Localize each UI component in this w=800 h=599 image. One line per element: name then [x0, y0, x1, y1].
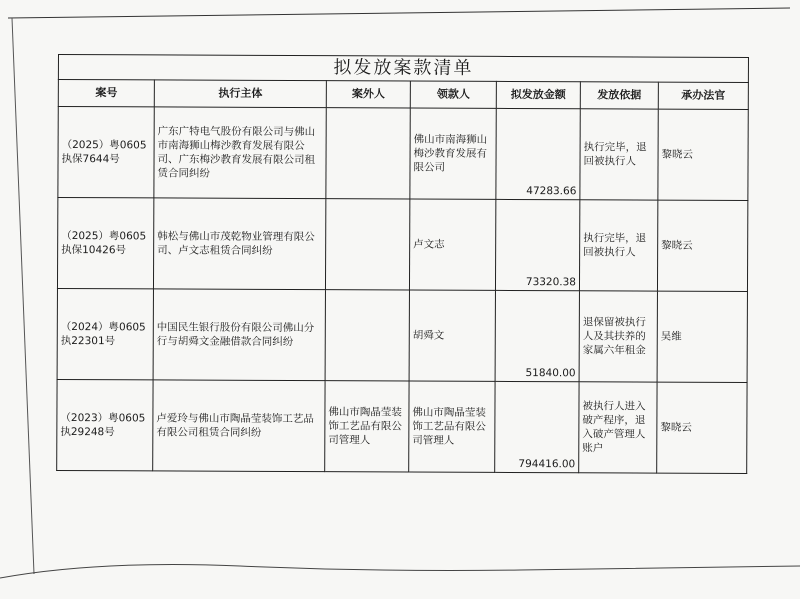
cell-amount: 794416.00	[495, 381, 579, 472]
cell-judge: 黎晓云	[658, 109, 748, 200]
table-row	[57, 288, 747, 382]
cell-case-no: （2023）粤0605执29248号	[57, 379, 153, 470]
cell-executor: 中国民生银行股份有限公司佛山分行与胡舜文金融借款合同纠纷	[153, 289, 325, 381]
cell-amount: 47283.66	[496, 108, 580, 199]
cell-case-no: （2025）粤0605执保10426号	[57, 198, 153, 289]
cell-judge: 黎晓云	[657, 382, 747, 473]
cell-outsider	[326, 108, 410, 199]
header-judge: 承办法官	[658, 82, 748, 109]
header-outsider: 案外人	[326, 81, 410, 108]
cell-payee: 佛山市陶晶莹装饰工艺品有限公司管理人	[409, 381, 495, 472]
header-executor: 执行主体	[154, 80, 326, 108]
header-basis: 发放依据	[580, 82, 658, 109]
table-header-row	[58, 80, 748, 110]
cell-amount: 73320.38	[495, 199, 579, 290]
cell-outsider	[325, 290, 409, 381]
cell-executor: 韩松与佛山市茂乾物业管理有限公司、卢文志租赁合同纠纷	[153, 198, 325, 290]
cell-case-no: （2025）粤0605执保7644号	[58, 107, 154, 198]
table-row	[57, 379, 747, 473]
header-amount: 拟发放金额	[496, 81, 580, 108]
cell-payee: 卢文志	[409, 199, 495, 290]
table-row	[57, 198, 747, 292]
cell-amount: 51840.00	[495, 290, 579, 381]
header-payee: 领款人	[410, 81, 496, 108]
cell-judge: 黎晓云	[657, 200, 747, 291]
table-row	[58, 107, 748, 201]
cell-basis: 退保留被执行人及其扶养的家属六年租金	[579, 291, 657, 382]
disbursement-table	[56, 54, 749, 474]
cell-payee: 佛山市南海狮山梅沙教育发展有限公司	[410, 108, 496, 199]
cell-basis: 被执行人进入破产程序，退入破产管理人账户	[579, 382, 657, 473]
document-title: 拟发放案款清单	[58, 55, 748, 83]
cell-executor: 卢爱玲与佛山市陶晶莹装饰工艺品有限公司租赁合同纠纷	[153, 380, 325, 472]
header-case-no: 案号	[58, 80, 154, 107]
cell-basis: 执行完毕，退回被执行人	[580, 109, 658, 200]
document-sheet	[56, 54, 748, 497]
cell-outsider	[325, 199, 409, 290]
cell-case-no: （2024）粤0605执22301号	[57, 288, 153, 379]
cell-outsider: 佛山市陶晶莹装饰工艺品有限公司管理人	[325, 381, 409, 472]
cell-judge: 吴维	[657, 291, 747, 382]
cell-executor: 广东广特电气股份有限公司与佛山市南海狮山梅沙教育发展有限公司、广东梅沙教育发展有限公司租赁合同纠纷	[154, 107, 326, 199]
cell-basis: 执行完毕，退回被执行人	[579, 200, 657, 291]
cell-payee: 胡舜文	[409, 290, 495, 381]
